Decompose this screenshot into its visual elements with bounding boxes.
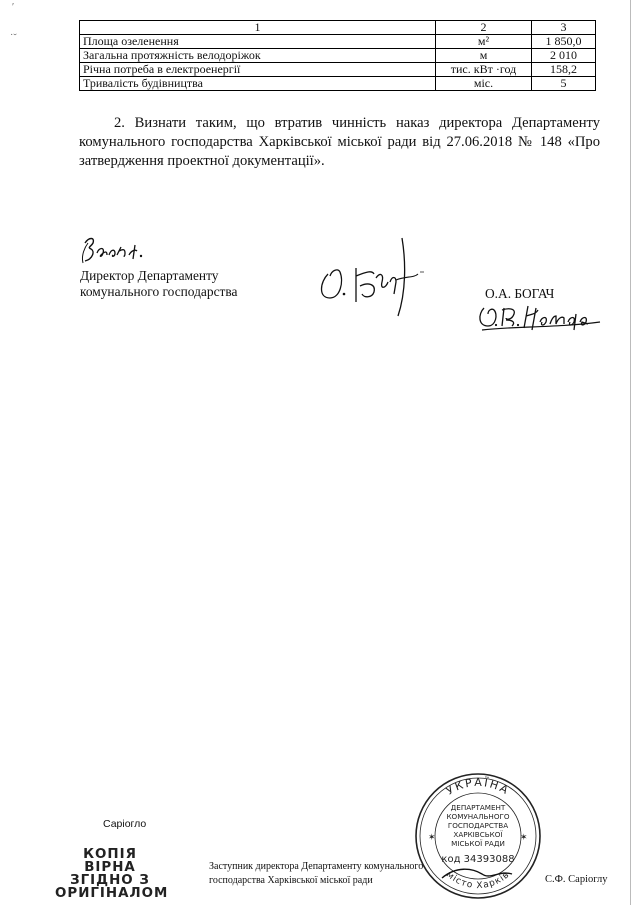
seal-code: код 34393088 [441, 854, 515, 865]
table-row [80, 49, 596, 63]
handwritten-name [476, 300, 606, 334]
seal-center-line: ДЕПАРТАМЕНТ [450, 803, 506, 812]
paragraph-text: 2. Визнати таким, що втратив чинність наказ директора Департаменту комунального господарства Харківської міської ради від 27.06.2018 № 148 «Про затвердження проектної документації». [79, 115, 600, 169]
row-unit: м [436, 49, 532, 63]
director-name: О.А. БОГАЧ [485, 286, 555, 301]
row-value: 2 010 [532, 49, 596, 63]
row-unit: міс. [436, 77, 532, 91]
scan-mark: ˙˘ [10, 33, 17, 44]
row-name: Загальна протяжність велодоріжок [80, 49, 436, 63]
seal-center-line: КОМУНАЛЬНОГО [446, 812, 510, 821]
row-name: Річна потреба в електроенергії [80, 63, 436, 77]
paragraph-2 [79, 114, 600, 171]
seal-bottom-text: місто Харків [444, 869, 512, 892]
table-header-cell: 3 [532, 21, 596, 35]
seal-center-line: МІСЬКОЇ РАДИ [451, 839, 505, 848]
director-title [80, 268, 237, 300]
table-row [80, 35, 596, 49]
table-row [80, 63, 596, 77]
deputy-name: С.Ф. Саріоглу [545, 874, 608, 885]
handwritten-note-signature [79, 233, 149, 269]
seal-star-icon: ✶ [520, 832, 528, 842]
row-value: 5 [532, 77, 596, 91]
director-signature [316, 232, 436, 322]
row-unit: тис. кВт ·год [436, 63, 532, 77]
scan-mark: ʹ [12, 2, 15, 13]
executor-name: Саріогло [103, 818, 147, 830]
table-header-row [80, 21, 596, 35]
deputy-title-line2: господарства Харківської міської ради [209, 875, 373, 886]
table-row [80, 77, 596, 91]
stamp-line: ЗГІДНО З [70, 873, 150, 888]
table-header-cell: 2 [436, 21, 532, 35]
official-seal [412, 770, 544, 902]
row-value: 1 850,0 [532, 35, 596, 49]
seal-center-line: ХАРКІВСЬКОЇ [453, 830, 503, 839]
stamp-line: ОРИГІНАЛОМ [55, 886, 169, 901]
row-name: Площа озеленення [80, 35, 436, 49]
spec-table [79, 20, 596, 91]
row-value: 158,2 [532, 63, 596, 77]
deputy-title [209, 860, 423, 888]
row-name: Тривалість будівництва [80, 77, 436, 91]
page-edge [630, 0, 631, 905]
seal-star-icon: ✶ [428, 832, 436, 842]
row-unit: м² [436, 35, 532, 49]
seal-center-line: ГОСПОДАРСТВА [447, 821, 509, 830]
table-header-cell: 1 [80, 21, 436, 35]
director-title-line2: комунального господарства [80, 284, 238, 299]
seal-top-text: УКРАЇНА [443, 775, 513, 798]
copy-certified-stamp [55, 847, 169, 901]
stamp-line: КОПІЯ ВІРНА [83, 847, 137, 875]
deputy-title-line1: Заступник директора Департаменту комунального [209, 861, 424, 872]
director-title-line1: Директор Департаменту [80, 268, 219, 283]
